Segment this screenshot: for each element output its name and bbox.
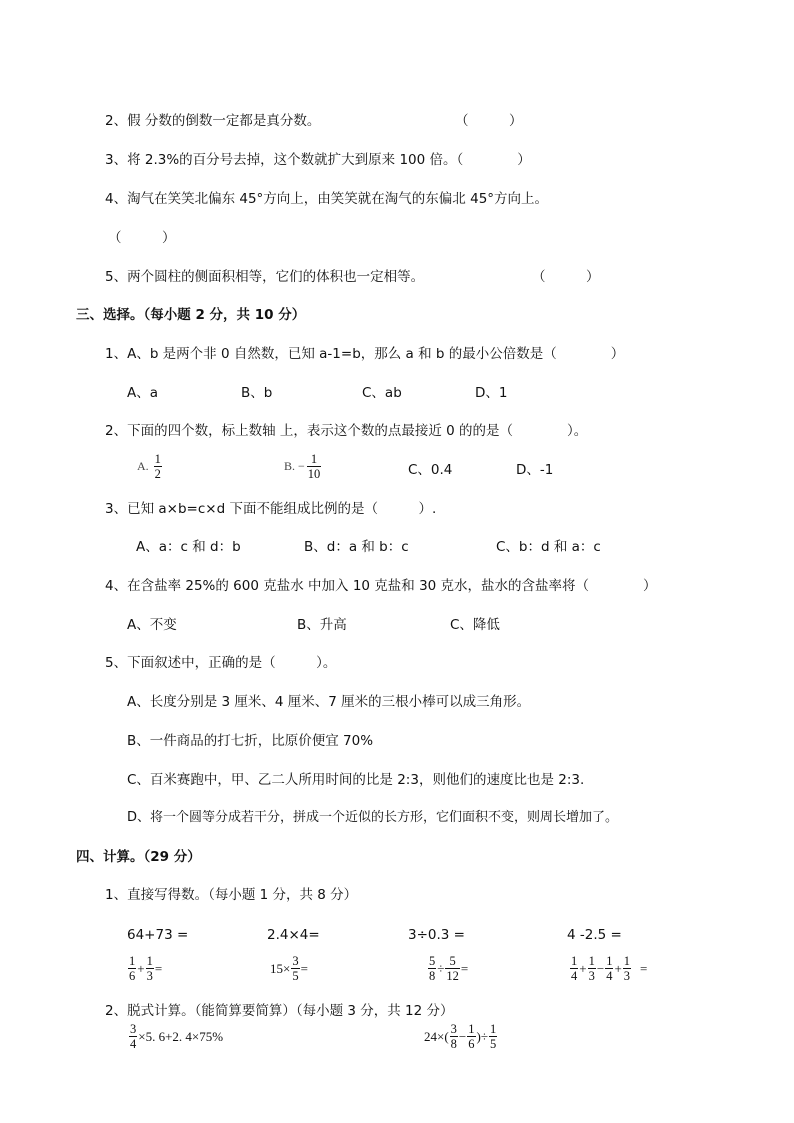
- choice-q2: 2、下面的四个数，标上数轴 上，表示这个数的点最接近 0 的的是（ ）。: [105, 423, 588, 439]
- choice-q5-option-a: A、长度分别是 3 厘米、4 厘米、7 厘米的三根小棒可以成三角形。: [127, 694, 531, 710]
- choice-q5-option-c: C、百米赛跑中，甲、乙二人所用时间的比是 2:3，则他们的速度比也是 2:3.: [127, 772, 585, 788]
- numerator: 1: [146, 954, 153, 968]
- numerator: 1: [489, 1022, 497, 1036]
- mental-calc-4: 4 -2.5 =: [567, 927, 622, 943]
- choice-q5-option-b: B、一件商品的打七折，比原价便宜 70%: [127, 733, 374, 749]
- choice-q1-option-d: D、1: [475, 385, 508, 401]
- fraction: [128, 955, 136, 982]
- choice-q4: 4、在含盐率 25%的 600 克盐水 中加入 10 克盐和 30 克水，盐水的含盐率将（ ）: [105, 578, 657, 594]
- fraction: [489, 1023, 497, 1050]
- expression-prefix: 24×(: [424, 1028, 449, 1044]
- choice-q3-option-b: B、d：a 和 b：c: [304, 539, 409, 555]
- equals-sign: =: [640, 960, 648, 976]
- mental-calc-6: [270, 955, 308, 982]
- choice-q2-option-c: C、0.4: [408, 462, 453, 478]
- judge-q2: 2、假 分数的倒数一定都是真分数。: [105, 113, 321, 129]
- numerator: 1: [154, 452, 161, 466]
- choice-q1-option-a: A、a: [127, 385, 159, 401]
- judge-q5: 5、两个圆柱的侧面积相等，它们的体积也一定相等。: [105, 269, 425, 285]
- option-b-label: B. −: [284, 459, 305, 473]
- choice-q2-option-d: D、-1: [516, 462, 554, 478]
- equals-sign: =: [300, 960, 308, 976]
- numerator: 1: [468, 1022, 475, 1036]
- equals-sign: =: [460, 960, 469, 976]
- mental-calc-1: 64+73 =: [127, 927, 189, 943]
- mental-calc-3: 3÷0.3 =: [408, 927, 465, 943]
- mental-calc-5: [127, 955, 162, 982]
- choice-q1-option-c: C、ab: [362, 385, 402, 401]
- expression-rest: ×5. 6+2. 4×75%: [138, 1028, 224, 1044]
- fraction: [307, 453, 322, 480]
- expression-prefix: 15×: [270, 960, 291, 976]
- denominator: 5: [292, 969, 299, 983]
- judge-q2-answer-paren: （ ）: [455, 113, 523, 129]
- choice-q1-option-b: B、b: [241, 385, 273, 401]
- operator: ÷: [437, 960, 445, 976]
- operator: +: [579, 960, 587, 976]
- denominator: 5: [489, 1037, 497, 1051]
- fraction: [588, 955, 596, 982]
- mental-calc-2: 2.4×4=: [267, 927, 320, 943]
- numerator: 5: [445, 955, 460, 969]
- numerator: 1: [307, 453, 322, 467]
- fraction: [428, 955, 436, 982]
- fraction: [467, 1023, 475, 1050]
- stepwise-calc-1: [128, 1023, 223, 1050]
- denominator: 4: [571, 969, 578, 983]
- numerator: 3: [130, 1022, 137, 1036]
- section-4-heading: 四、计算。（29 分）: [76, 849, 201, 865]
- denominator: 4: [130, 1037, 137, 1051]
- stepwise-calc-2: [424, 1023, 498, 1050]
- mental-calc-7: [427, 955, 468, 982]
- denominator: 8: [429, 969, 436, 983]
- numerator: 3: [292, 954, 299, 968]
- denominator: 4: [606, 969, 613, 983]
- denominator: 6: [129, 969, 136, 983]
- section-3-heading: 三、选择。（每小题 2 分，共 10 分）: [76, 307, 306, 323]
- denominator: 10: [307, 467, 321, 481]
- judge-q4-answer-paren: （ ）: [108, 230, 176, 246]
- fraction: [146, 955, 154, 982]
- numerator: 1: [623, 954, 631, 968]
- mental-calc-8: [569, 955, 647, 982]
- expression-close: )÷: [476, 1028, 488, 1044]
- choice-q5-option-d: D、将一个圆等分成若干分，拼成一个近似的长方形，它们面积不变，则周长增加了。: [127, 810, 619, 825]
- denominator: 3: [588, 969, 595, 983]
- fraction: [129, 1023, 137, 1050]
- operator: +: [614, 960, 622, 976]
- numerator: 1: [606, 954, 613, 968]
- choice-q4-option-b: B、升高: [297, 617, 347, 633]
- judge-q4: 4、淘气在笑笑北偏东 45°方向上，由笑笑就在淘气的东偏北 45°方向上。: [105, 191, 549, 207]
- choice-q1: 1、A、b 是两个非 0 自然数，已知 a-1=b，那么 a 和 b 的最小公倍数是（ ）: [105, 346, 625, 362]
- denominator: 6: [468, 1037, 475, 1051]
- numerator: 1: [129, 954, 136, 968]
- numerator: 3: [450, 1022, 457, 1036]
- choice-q2-option-b: [284, 453, 322, 480]
- equals-sign: =: [154, 960, 163, 976]
- fraction: [570, 955, 578, 982]
- judge-q5-answer-paren: （ ）: [532, 269, 600, 285]
- fraction: [450, 1023, 458, 1050]
- choice-q5: 5、下面叙述中，正确的是（ ）。: [105, 655, 337, 671]
- fraction: [445, 955, 460, 982]
- choice-q3-option-a: A、a：c 和 d：b: [136, 539, 241, 555]
- denominator: 8: [450, 1037, 457, 1051]
- denominator: 2: [154, 467, 161, 481]
- numerator: 1: [588, 954, 595, 968]
- choice-q4-option-a: A、不变: [127, 617, 177, 633]
- fraction: [605, 955, 613, 982]
- fraction: [623, 955, 631, 982]
- denominator: 3: [146, 969, 153, 983]
- numerator: 1: [571, 954, 578, 968]
- operator: −: [458, 1028, 467, 1044]
- fraction: [154, 453, 162, 480]
- choice-q3: 3、已知 a×b=c×d 下面不能组成比例的是（ ）.: [105, 501, 437, 517]
- operator: −: [596, 960, 605, 976]
- numerator: 5: [429, 954, 436, 968]
- calc-sub2-heading: 2、脱式计算。（能简算要简算）（每小题 3 分，共 12 分）: [105, 1003, 454, 1019]
- calc-sub1-heading: 1、直接写得数。（每小题 1 分，共 8 分）: [105, 887, 358, 903]
- denominator: 12: [446, 969, 459, 983]
- denominator: 3: [623, 969, 631, 983]
- option-a-label: A.: [137, 459, 149, 473]
- judge-q3: 3、将 2.3%的百分号去掉，这个数就扩大到原来 100 倍。（ ）: [105, 152, 531, 168]
- choice-q2-option-a: [137, 453, 163, 480]
- choice-q4-option-c: C、降低: [450, 617, 500, 633]
- choice-q3-option-c: C、b：d 和 a：c: [496, 539, 601, 555]
- operator: +: [137, 960, 145, 976]
- fraction: [291, 955, 299, 982]
